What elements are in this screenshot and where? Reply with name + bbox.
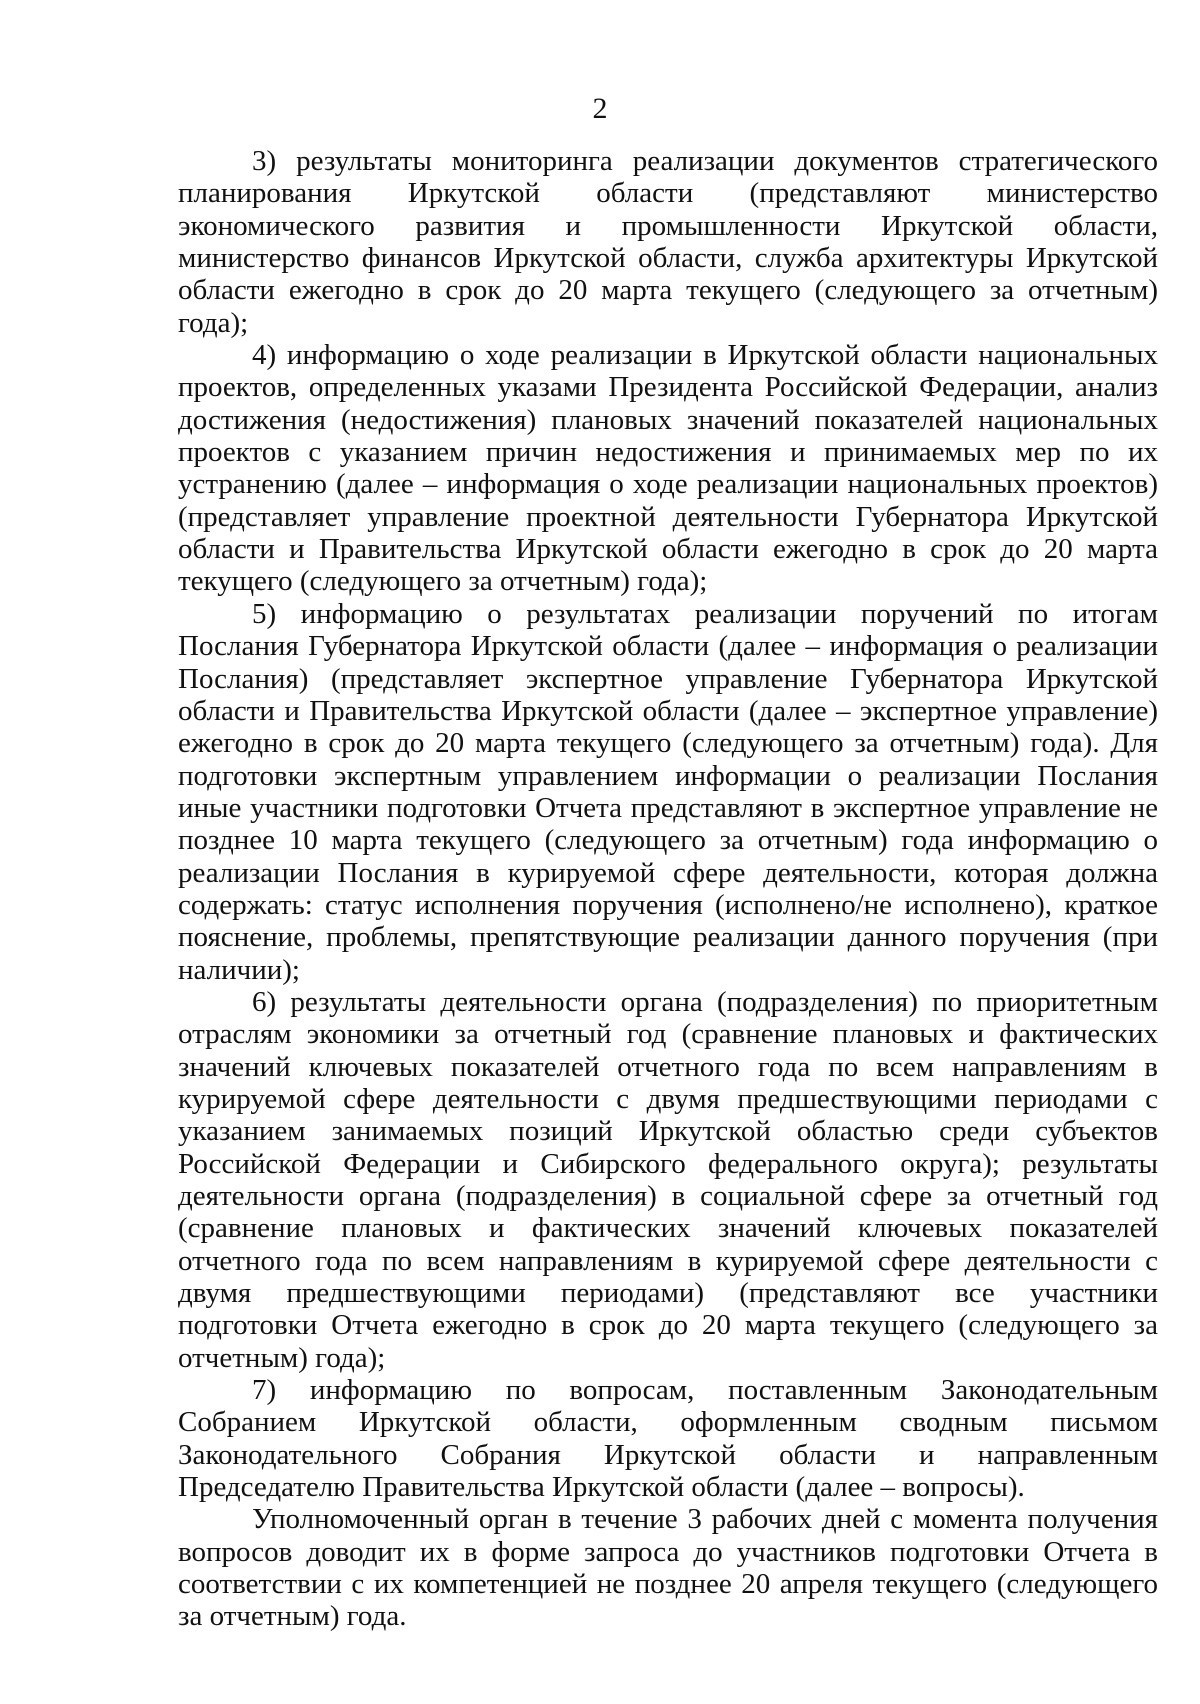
paragraph-item-5: 5) информацию о результатах реализации поручений по итогам Послания Губернатора Иркутской области (далее – информация о реализации Послания) (представляет экспертное управление Губернатора Иркутской области и Правительства Иркутской области (далее – экспертное управление) ежегодно в срок до 20 марта текущего (следующего за отчетным) года). Для подготовки экспертным управлением информации о реализации Послания иные участники подготовки Отчета представляют в экспертное управление не позднее 10 марта текущего (следующего за отчетным) года информацию о реализации Послания в курируемой сфере деятельности, которая должна содержать: статус исполнения поручения (исполнено/не исполнено), краткое пояснение, проблемы, препятствующие реализации данного поручения (при наличии); (178, 597, 1158, 986)
paragraph-authorized-body: Уполномоченный орган в течение 3 рабочих дней с момента получения вопросов доводит их в форме запроса до участников подготовки Отчета в соответствии с их компетенцией не позднее 20 апреля текущего (следующего за отчетным) года. (178, 1503, 1158, 1633)
document-body (178, 145, 1158, 1633)
paragraph-item-6: 6) результаты деятельности органа (подразделения) по приоритетным отраслям экономики за отчетный год (сравнение плановых и фактических значений ключевых показателей отчетного года по всем направлениям в курируемой сфере деятельности с двумя предшествующими периодами с указанием занимаемых позиций Иркутской областью среди субъектов Российской Федерации и Сибирского федерального округа); результаты деятельности органа (подразделения) в социальной сфере за отчетный год (сравнение плановых и фактических значений ключевых показателей отчетного года по всем направлениям в курируемой сфере деятельности с двумя предшествующими периодами) (представляют все участники подготовки Отчета ежегодно в срок до 20 марта текущего (следующего за отчетным) года); (178, 985, 1158, 1374)
paragraph-item-4: 4) информацию о ходе реализации в Иркутской области национальных проектов, определенных указами Президента Российской Федерации, анализ достижения (недостижения) плановых значений показателей национальных проектов с указанием причин недостижения и принимаемых мер по их устранению (далее – информация о ходе реализации национальных проектов) (представляет управление проектной деятельности Губернатора Иркутской области и Правительства Иркутской области ежегодно в срок до 20 марта текущего (следующего за отчетным) года); (178, 339, 1158, 598)
paragraph-item-7: 7) информацию по вопросам, поставленным Законодательным Собранием Иркутской области, оформленным сводным письмом Законодательного Собрания Иркутской области и направленным Председателю Правительства Иркутской области (далее – вопросы). (178, 1374, 1158, 1504)
paragraph-item-3: 3) результаты мониторинга реализации документов стратегического планирования Иркутской области (представляют министерство экономического развития и промышленности Иркутской области, министерство финансов Иркутской области, служба архитектуры Иркутской области ежегодно в срок до 20 марта текущего (следующего за отчетным) года); (178, 145, 1158, 339)
page-number: 2 (592, 92, 608, 125)
